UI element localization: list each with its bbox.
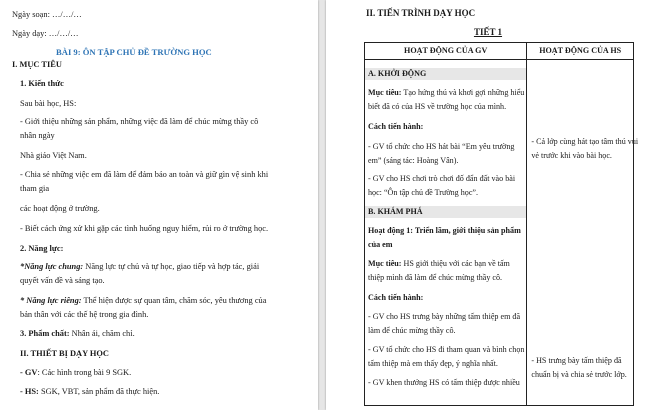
col-header-gv: HOẠT ĐỘNG CỦA GV <box>365 43 527 60</box>
gv-activity-cell <box>365 60 527 406</box>
bullet1-line3: Nhà giáo Việt Nam. <box>20 151 87 160</box>
gv-equipment: - GV: Các hình trong bài 9 SGK. <box>20 368 132 377</box>
hs-response1-line2: vẻ trước khi vào bài học. <box>531 151 612 160</box>
step1-line1: - GV tổ chức cho HS hát bài “Em yêu trường <box>368 142 515 151</box>
hd1-line2: của em <box>368 240 393 249</box>
tiet-heading: TIẾT 1 <box>473 27 503 37</box>
knowledge-heading: 1. Kiến thức <box>20 79 64 88</box>
muc-tieu2-line2: thiệp mình đã làm để chúc mừng thầy cô. <box>368 273 503 282</box>
b-heading: B. KHÁM PHÁ <box>368 207 423 216</box>
a-heading: A. KHỞI ĐỘNG <box>368 69 427 78</box>
hs-response2-line1: - HS trưng bày tấm thiệp đã <box>531 356 622 365</box>
general-ability-line1: *Năng lực chung: Năng lực tự chủ và tự học, giao tiếp và hợp tác, giải <box>20 262 260 271</box>
specific-ability-label: * Năng lực riêng: <box>20 296 82 305</box>
muc-tieu-line1: Mục tiêu: Tạo hứng thú và khơi gợi những hiểu <box>368 88 525 97</box>
specific-ability-line2: bản thân với các thế hệ trong gia đình. <box>20 310 149 319</box>
after-lesson-text: Sau bài học, HS: <box>20 99 77 108</box>
date-composed: Ngày soạn: …/…/… <box>12 10 82 19</box>
hs-response2-line2: chuẩn bị và chia sẻ trước lớp. <box>531 370 627 379</box>
muc-tieu-line2: biết đã có của HS về trường học của mình. <box>368 102 507 111</box>
date-taught: Ngày dạy: …/…/… <box>12 29 79 38</box>
quality-line: 3. Phẩm chất: Nhân ái, chăm chỉ. <box>20 329 135 338</box>
right-page <box>326 0 650 410</box>
ability-heading: 2. Năng lực: <box>20 244 64 253</box>
section2-heading: II. THIẾT BỊ DẠY HỌC <box>20 349 109 358</box>
bullet1-line1: - Giới thiệu những sản phẩm, những việc đã làm để chúc mừng thầy cô <box>20 117 259 126</box>
step4-line1: - GV tổ chức cho HS đi tham quan và bình chọn <box>368 345 525 354</box>
step5-line1: - GV khen thưởng HS có tấm thiệp được nhiều <box>368 378 520 387</box>
hs-response1-line1: - Cả lớp cùng hát tạo tâm thú vui <box>531 137 639 146</box>
general-ability-line2: quyết vấn đề và sáng tạo. <box>20 276 105 285</box>
section1-heading: I. MỤC TIÊU <box>12 60 62 69</box>
specific-ability-line1: * Năng lực riêng: Thể hiện được sự quan tâm, chăm sóc, yêu thương của <box>20 296 267 305</box>
cach-tien-hanh: Cách tiến hành: <box>368 122 424 131</box>
left-page <box>0 0 318 410</box>
general-ability-label: *Năng lực chung: <box>20 262 84 271</box>
hs-equipment: - HS: SGK, VBT, sản phẩm đã thực hiện. <box>20 387 160 396</box>
hd1-line1: Hoạt động 1: Triển lãm, giới thiệu sản phẩm <box>368 226 521 235</box>
bullet2-line3: các hoạt động ở trường. <box>20 204 100 213</box>
col-header-hs: HOẠT ĐỘNG CỦA HS <box>527 43 634 60</box>
lesson-title: BÀI 9: ÔN TẬP CHỦ ĐỀ TRƯỜNG HỌC <box>56 47 212 57</box>
quality-label: 3. Phẩm chất: <box>20 329 70 338</box>
hs-activity-cell <box>527 60 639 406</box>
step3-line1: - GV cho HS trưng bày những tấm thiệp em đã <box>368 312 521 321</box>
activity-table <box>364 42 639 406</box>
bullet3: - Biết cách ứng xử khi gặp các tình huống nguy hiểm, rủi ro ở trường học. <box>20 224 269 233</box>
section-heading: II. TIẾN TRÌNH DẠY HỌC <box>366 8 476 18</box>
step3-line2: làm để chúc mừng thầy cô. <box>368 326 456 335</box>
step4-line2: tấm thiệp mà em thấy đẹp, ý nghĩa nhất. <box>368 359 498 368</box>
step2-line1: - GV cho HS chơi trò chơi đố đẩn đất vào bài <box>368 174 516 183</box>
bullet2-line2: tham gia <box>20 184 50 193</box>
bullet2-line1: - Chia sẻ những việc em đã làm để đảm bảo an toàn và giữ gìn vệ sinh khi <box>20 170 269 179</box>
bullet1-line2: nhân ngày <box>20 131 55 140</box>
step1-line2: em” (sáng tác: Hoàng Vân). <box>368 156 459 165</box>
muc-tieu2-line1: Mục tiêu: HS giới thiệu với các bạn về tấm <box>368 259 510 268</box>
cach-tien-hanh2: Cách tiến hành: <box>368 293 424 302</box>
step2-line2: học: “Ôn tập chủ đề Trường học”. <box>368 188 479 197</box>
